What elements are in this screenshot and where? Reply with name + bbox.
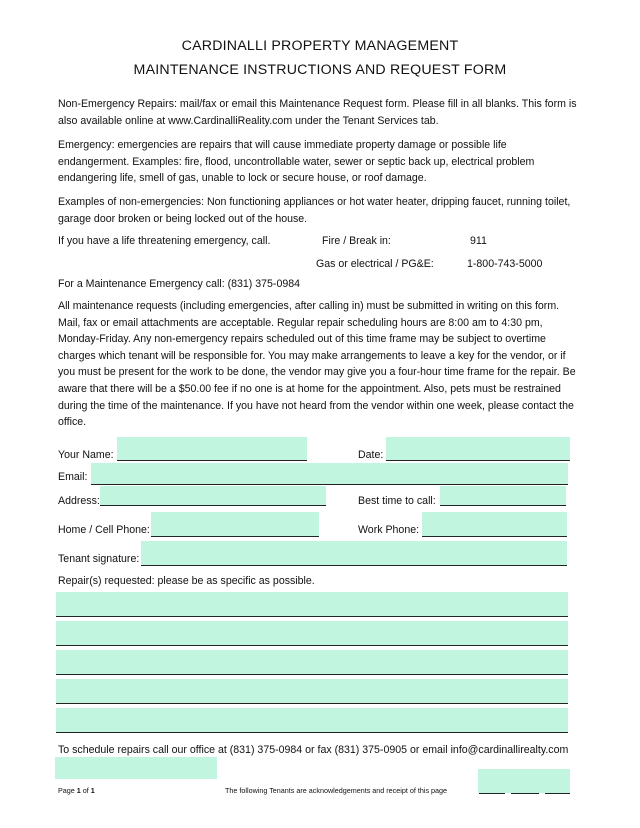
tenant-signature-field[interactable] [141,541,567,565]
tenant-signature-label: Tenant signature: [58,553,140,565]
office-use-field[interactable] [55,757,217,779]
non-emergency-paragraph: Non-Emergency Repairs: mail/fax or email this Maintenance Request form. Please fill in all blanks. This form is also available online at www.CardinalliReality.com under the Tenant Services tab. [58,98,577,127]
non-emergency-examples-paragraph: Examples of non-emergencies: Non functioning appliances or hot water heater, dripping faucet, running toilet, garage door broken or being locked out of the house. [58,196,571,225]
initials-blank-2 [511,793,539,794]
email-label: Email: [58,471,88,483]
best-time-underline [440,505,566,506]
work-phone-field[interactable] [422,512,567,536]
emergency-lead-text: If you have a life threatening emergency, call. [58,235,271,247]
address-field[interactable] [100,486,326,505]
home-cell-phone-field[interactable] [151,512,319,536]
page-of: of [80,786,91,795]
repairs-requested-label: Repair(s) requested: please be as specific as possible. [58,575,315,587]
your-name-underline [117,460,307,461]
your-name-field[interactable] [117,437,307,460]
repair-line-4-underline [56,703,568,704]
repair-line-5-underline [56,732,568,733]
fire-phone-number: 911 [470,235,487,247]
emergency-paragraph: Emergency: emergencies are repairs that will cause immediate property damage or possible life endangerment. Examples: fire, flood, uncontrollable water, sewer or septic back up, electrical problem endangering life, smell of gas, unable to lock or secure house, or roof damage. [58,139,535,185]
home-cell-phone-label: Home / Cell Phone: [58,524,150,536]
fire-break-in-label: Fire / Break in: [322,235,391,247]
repair-line-1-underline [56,616,568,617]
form-title-company: CARDINALLI PROPERTY MANAGEMENT [181,38,459,54]
email-field[interactable] [91,463,568,484]
pge-phone-number: 1-800-743-5000 [467,258,543,270]
page-prefix: Page [58,786,77,795]
tenant-signature-underline [141,565,567,566]
repair-line-5-field[interactable] [56,708,568,732]
schedule-repairs-text: To schedule repairs call our office at (831) 375-0984 or fax (831) 375-0905 or email info@cardinallirealty.com [58,744,569,756]
form-title-subtitle: MAINTENANCE INSTRUCTIONS AND REQUEST FORM [133,62,507,78]
work-phone-label: Work Phone: [358,524,420,536]
instructions-paragraph: All maintenance requests (including emergencies, after calling in) must be submitted in writing on this form. Mail, fax or email attachments are acceptable. Regular repair scheduling hours are 8:00 am to 4:30 pm, Monday-Friday. Any non-emergency repairs scheduled out of this time frame may be subject to overtime charges which tenant will be responsible for. You may make arrangements to leave a key for the vendor, or if you must be present for the work to be done, the vendor may give you a four-hour time frame for the repair. Be aware that there will be a $50.00 fee if no one is at home for the appointment. Also, pets must be restrained during the time of the maintenance. If you have not heard from the vendor within one week, please contact the office. [58,300,576,429]
address-underline [100,505,326,506]
tenant-initials-field[interactable] [478,769,570,793]
email-underline [91,484,568,485]
date-label: Date: [358,449,384,461]
work-phone-underline [422,536,567,537]
repair-line-2-field[interactable] [56,621,568,645]
acknowledgement-text: The following Tenants are acknowledgements and receipt of this page [225,786,448,795]
address-label: Address: [58,495,100,507]
initials-blank-3 [545,793,570,794]
repair-line-2-underline [56,645,568,646]
date-field[interactable] [386,437,570,460]
page-total: 1 [90,786,95,795]
page-number [58,786,95,795]
your-name-label: Your Name: [58,449,114,461]
home-cell-phone-underline [151,536,319,537]
maintenance-emergency-line: For a Maintenance Emergency call: (831) 375-0984 [58,278,301,290]
initials-blank-1 [479,793,505,794]
best-time-label: Best time to call: [358,495,436,507]
repair-line-4-field[interactable] [56,679,568,703]
repair-line-1-field[interactable] [56,592,568,616]
repair-line-3-field[interactable] [56,650,568,674]
repair-line-3-underline [56,674,568,675]
best-time-field[interactable] [440,486,566,505]
page-current: 1 [76,786,81,795]
gas-electrical-label: Gas or electrical / PG&E: [316,258,434,270]
date-underline [386,460,570,461]
